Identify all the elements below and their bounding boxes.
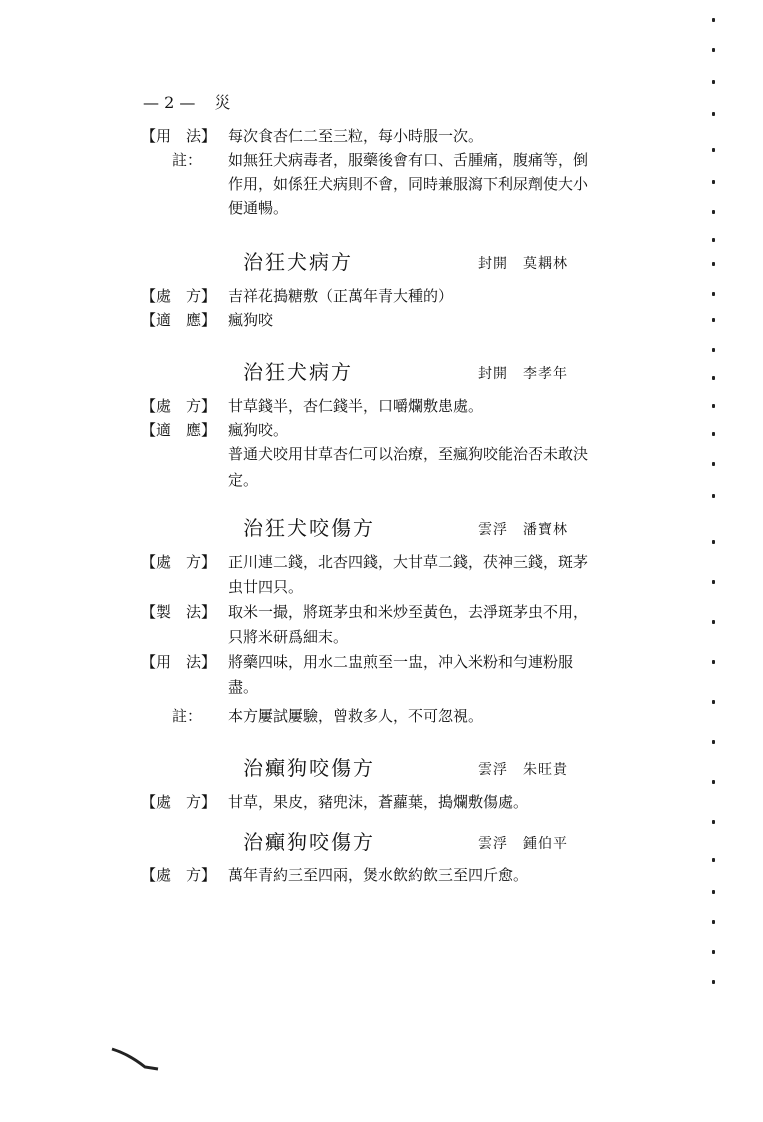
margin-speck <box>712 540 715 544</box>
section-text-line: 瘋狗咬。 <box>228 421 289 439</box>
recipe-title: 治癲狗咬傷方 <box>243 756 375 780</box>
section-text-line: 普通犬咬用甘草杏仁可以治療，至瘋狗咬能治否未敢決 <box>228 445 589 463</box>
margin-speck <box>712 890 715 894</box>
section-text-line: 甘草錢半，杏仁錢半，口嚼爛敷患處。 <box>228 397 484 415</box>
section-label: 【適 應】 <box>141 421 217 439</box>
margin-speck <box>712 620 715 624</box>
section-text-line: 瘋狗咬 <box>228 311 274 329</box>
section-text-line: 將藥四味，用水二盅煎至一盅，冲入米粉和勻連粉服 <box>228 653 574 671</box>
margin-speck <box>712 780 715 784</box>
margin-speck <box>712 318 715 322</box>
margin-speck <box>712 210 715 214</box>
margin-speck <box>712 48 715 52</box>
margin-speck <box>712 580 715 584</box>
margin-speck <box>712 180 715 184</box>
recipe-author: 雲浮 潘寶林 <box>478 522 568 538</box>
margin-speck <box>712 348 715 352</box>
margin-speck <box>712 262 715 266</box>
margin-speck <box>712 404 715 408</box>
recipe-title: 治癲狗咬傷方 <box>243 830 375 854</box>
margin-speck <box>712 18 715 22</box>
margin-speck <box>712 660 715 664</box>
section-label: 註： <box>172 151 203 169</box>
recipe-title: 治狂犬病方 <box>243 250 353 274</box>
section-text-line: 只將米研爲細末。 <box>228 628 349 646</box>
margin-speck <box>712 292 715 296</box>
margin-speck <box>712 462 715 466</box>
recipe-author: 雲浮 鍾伯平 <box>478 836 568 852</box>
margin-speck <box>712 820 715 824</box>
section-label: 【適 應】 <box>141 311 217 329</box>
recipe-title: 治狂犬病方 <box>243 360 353 384</box>
margin-speck <box>712 494 715 498</box>
section-label: 【處 方】 <box>141 397 217 415</box>
margin-speck <box>712 980 715 984</box>
scan-scratch-mark <box>110 1045 160 1075</box>
section-text-line: 吉祥花搗糖敷（正萬年青大種的） <box>228 287 454 305</box>
section-text-line: 萬年青約三至四兩，煲水飲約飲三至四斤愈。 <box>228 866 529 884</box>
page-number: — 2 — <box>143 93 196 112</box>
margin-speck <box>712 376 715 380</box>
section-label: 【用 法】 <box>141 127 217 145</box>
section-text-line: 正川連二錢，北杏四錢，大甘草二錢，茯神三錢，斑茅 <box>228 553 589 571</box>
recipe-author: 封開 李孝年 <box>478 366 568 382</box>
section-text-line: 定。 <box>228 471 259 489</box>
margin-speck <box>712 112 715 116</box>
section-text-line: 本方屢試屢驗，曾救多人，不可忽視。 <box>228 707 484 725</box>
section-title: 災 <box>214 93 231 112</box>
section-text-line: 作用，如係狂犬病則不會，同時兼服瀉下利尿劑使大小 <box>228 175 589 193</box>
margin-speck <box>712 148 715 152</box>
margin-speck <box>712 80 715 84</box>
section-text-line: 每次食杏仁二至三粒，每小時服一次。 <box>228 127 484 145</box>
section-label: 【處 方】 <box>141 793 217 811</box>
recipe-author: 封開 莫耦林 <box>478 256 568 272</box>
margin-speck <box>712 238 715 242</box>
section-label: 【用 法】 <box>141 653 217 671</box>
recipe-title: 治狂犬咬傷方 <box>243 516 375 540</box>
margin-speck <box>712 920 715 924</box>
page-header <box>143 90 230 113</box>
recipe-author: 雲浮 朱旺貴 <box>478 762 568 778</box>
section-label: 【製 法】 <box>141 603 217 621</box>
section-label: 【處 方】 <box>141 553 217 571</box>
margin-speck <box>712 740 715 744</box>
section-text-line: 便通暢。 <box>228 199 289 217</box>
section-text-line: 如無狂犬病毒者，服藥後會有口、舌腫痛，腹痛等，倒 <box>228 151 589 169</box>
section-text-line: 甘草，果皮，豬兜沫，蒼蘿葉，搗爛敷傷處。 <box>228 793 529 811</box>
section-label: 註： <box>172 707 203 725</box>
margin-speck <box>712 700 715 704</box>
section-label: 【處 方】 <box>141 287 217 305</box>
section-text-line: 盡。 <box>228 678 259 696</box>
margin-speck <box>712 858 715 862</box>
margin-speck <box>712 432 715 436</box>
section-text-line: 取米一撮，將斑茅虫和米炒至黃色，去淨斑茅虫不用， <box>228 603 589 621</box>
section-label: 【處 方】 <box>141 866 217 884</box>
section-text-line: 虫廿四只。 <box>228 578 304 596</box>
margin-speck <box>712 950 715 954</box>
